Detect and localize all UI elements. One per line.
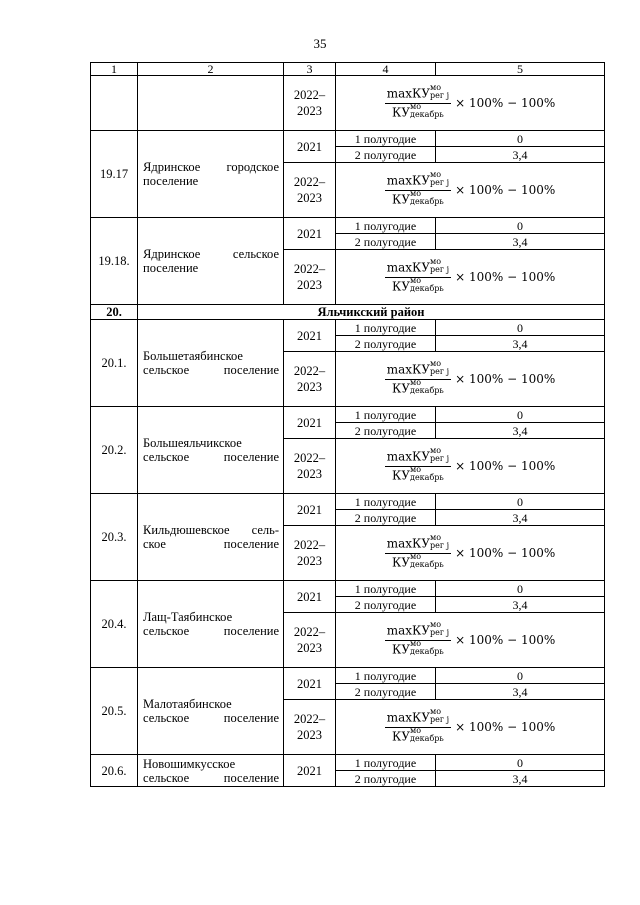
year-range-cell: 2022– 2023 <box>284 352 336 407</box>
formula-cell <box>336 439 605 494</box>
row-number: 20.2. <box>91 407 138 494</box>
tariff-table <box>90 62 605 787</box>
half-value: 0 <box>436 131 605 147</box>
formula: maxКУ мо рег j КУ мо декабрь × 100% − 100% <box>386 82 556 119</box>
half-label: 2 полугодие <box>336 597 436 613</box>
header-row <box>91 63 605 76</box>
table-row <box>91 581 605 597</box>
table-row <box>91 407 605 423</box>
formula: maxКУ мо рег j КУ мо декабрь × 100% − 100% <box>386 169 556 206</box>
half-value: 0 <box>436 581 605 597</box>
header-cell: 1 <box>91 63 138 76</box>
half-value: 3,4 <box>436 336 605 352</box>
formula-cell <box>336 76 605 131</box>
half-label: 2 полугодие <box>336 684 436 700</box>
section-row <box>91 305 605 320</box>
half-label: 2 полугодие <box>336 234 436 250</box>
half-value: 0 <box>436 407 605 423</box>
row-number: 19.17 <box>91 131 138 218</box>
year-cell: 2021 <box>284 131 336 163</box>
year-cell: 2021 <box>284 668 336 700</box>
half-label: 1 полугодие <box>336 218 436 234</box>
formula-cell <box>336 163 605 218</box>
half-value: 3,4 <box>436 423 605 439</box>
settlement-name: Новошимкусское сельское поселение <box>138 755 284 787</box>
year-cell: 2021 <box>284 494 336 526</box>
half-value: 3,4 <box>436 234 605 250</box>
half-label: 2 полугодие <box>336 336 436 352</box>
formula-cell <box>336 613 605 668</box>
formula-cell <box>336 352 605 407</box>
formula-cell <box>336 526 605 581</box>
header-cell: 4 <box>336 63 436 76</box>
half-label: 2 полугодие <box>336 423 436 439</box>
half-value: 0 <box>436 668 605 684</box>
settlement-name: Большетаябинское сельское поселение <box>138 320 284 407</box>
half-value: 3,4 <box>436 771 605 787</box>
settlement-name: Малотаябинское сельское поселение <box>138 668 284 755</box>
header-cell: 2 <box>138 63 284 76</box>
half-label: 1 полугодие <box>336 320 436 336</box>
half-value: 0 <box>436 218 605 234</box>
table-row <box>91 755 605 771</box>
table-row <box>91 494 605 510</box>
half-value: 3,4 <box>436 597 605 613</box>
half-value: 0 <box>436 494 605 510</box>
formula: maxКУ мо рег j КУ мо декабрь × 100% − 100% <box>386 445 556 482</box>
settlement-name: Ядринское городское поселение <box>138 131 284 218</box>
year-range-cell: 2022– 2023 <box>284 526 336 581</box>
half-label: 2 полугодие <box>336 771 436 787</box>
year-cell: 2021 <box>284 581 336 613</box>
row-number: 19.18. <box>91 218 138 305</box>
formula: maxКУ мо рег j КУ мо декабрь × 100% − 100% <box>386 358 556 395</box>
half-label: 1 полугодие <box>336 407 436 423</box>
year-range-cell: 2022– 2023 <box>284 439 336 494</box>
row-number: 20.6. <box>91 755 138 787</box>
half-label: 1 полугодие <box>336 131 436 147</box>
formula: maxКУ мо рег j КУ мо декабрь × 100% − 100% <box>386 619 556 656</box>
table-row <box>91 131 605 147</box>
year-cell: 2021 <box>284 407 336 439</box>
year-cell: 2021 <box>284 320 336 352</box>
settlement-name: Лащ-Таябинское сельское поселение <box>138 581 284 668</box>
header-cell: 5 <box>436 63 605 76</box>
settlement-name: Ядринское сельское поселение <box>138 218 284 305</box>
year-cell: 2021 <box>284 755 336 787</box>
half-label: 1 полугодие <box>336 755 436 771</box>
page-number: 35 <box>313 36 327 51</box>
formula: maxКУ мо рег j КУ мо декабрь × 100% − 100% <box>386 256 556 293</box>
half-value: 0 <box>436 320 605 336</box>
half-label: 1 полугодие <box>336 494 436 510</box>
half-label: 2 полугодие <box>336 147 436 163</box>
year-cell: 2021 <box>284 218 336 250</box>
section-number: 20. <box>91 305 138 320</box>
settlement-name: Большеяльчикское сельское поселение <box>138 407 284 494</box>
year-range-cell: 2022– 2023 <box>284 700 336 755</box>
year-range-cell: 2022– 2023 <box>284 613 336 668</box>
row-number: 20.5. <box>91 668 138 755</box>
year-range-cell: 2022– 2023 <box>284 250 336 305</box>
row-number: 20.3. <box>91 494 138 581</box>
formula-cell <box>336 700 605 755</box>
formula: maxКУ мо рег j КУ мо декабрь × 100% − 100% <box>386 706 556 743</box>
settlement-name: Кильдюшевское сель-ское поселение <box>138 494 284 581</box>
continuation-row <box>91 76 605 131</box>
year-range-cell: 2022– 2023 <box>284 163 336 218</box>
header-cell: 3 <box>284 63 336 76</box>
formula-cell <box>336 250 605 305</box>
half-value: 3,4 <box>436 147 605 163</box>
formula: maxКУ мо рег j КУ мо декабрь × 100% − 100% <box>386 532 556 569</box>
table-row <box>91 320 605 336</box>
half-label: 1 полугодие <box>336 668 436 684</box>
section-title: Яльчикский район <box>138 305 605 320</box>
year-range-cell: 2022– 2023 <box>284 76 336 131</box>
half-value: 3,4 <box>436 684 605 700</box>
half-value: 0 <box>436 755 605 771</box>
half-label: 2 полугодие <box>336 510 436 526</box>
half-value: 3,4 <box>436 510 605 526</box>
row-number: 20.1. <box>91 320 138 407</box>
row-number: 20.4. <box>91 581 138 668</box>
half-label: 1 полугодие <box>336 581 436 597</box>
table-row <box>91 218 605 234</box>
table-row <box>91 668 605 684</box>
